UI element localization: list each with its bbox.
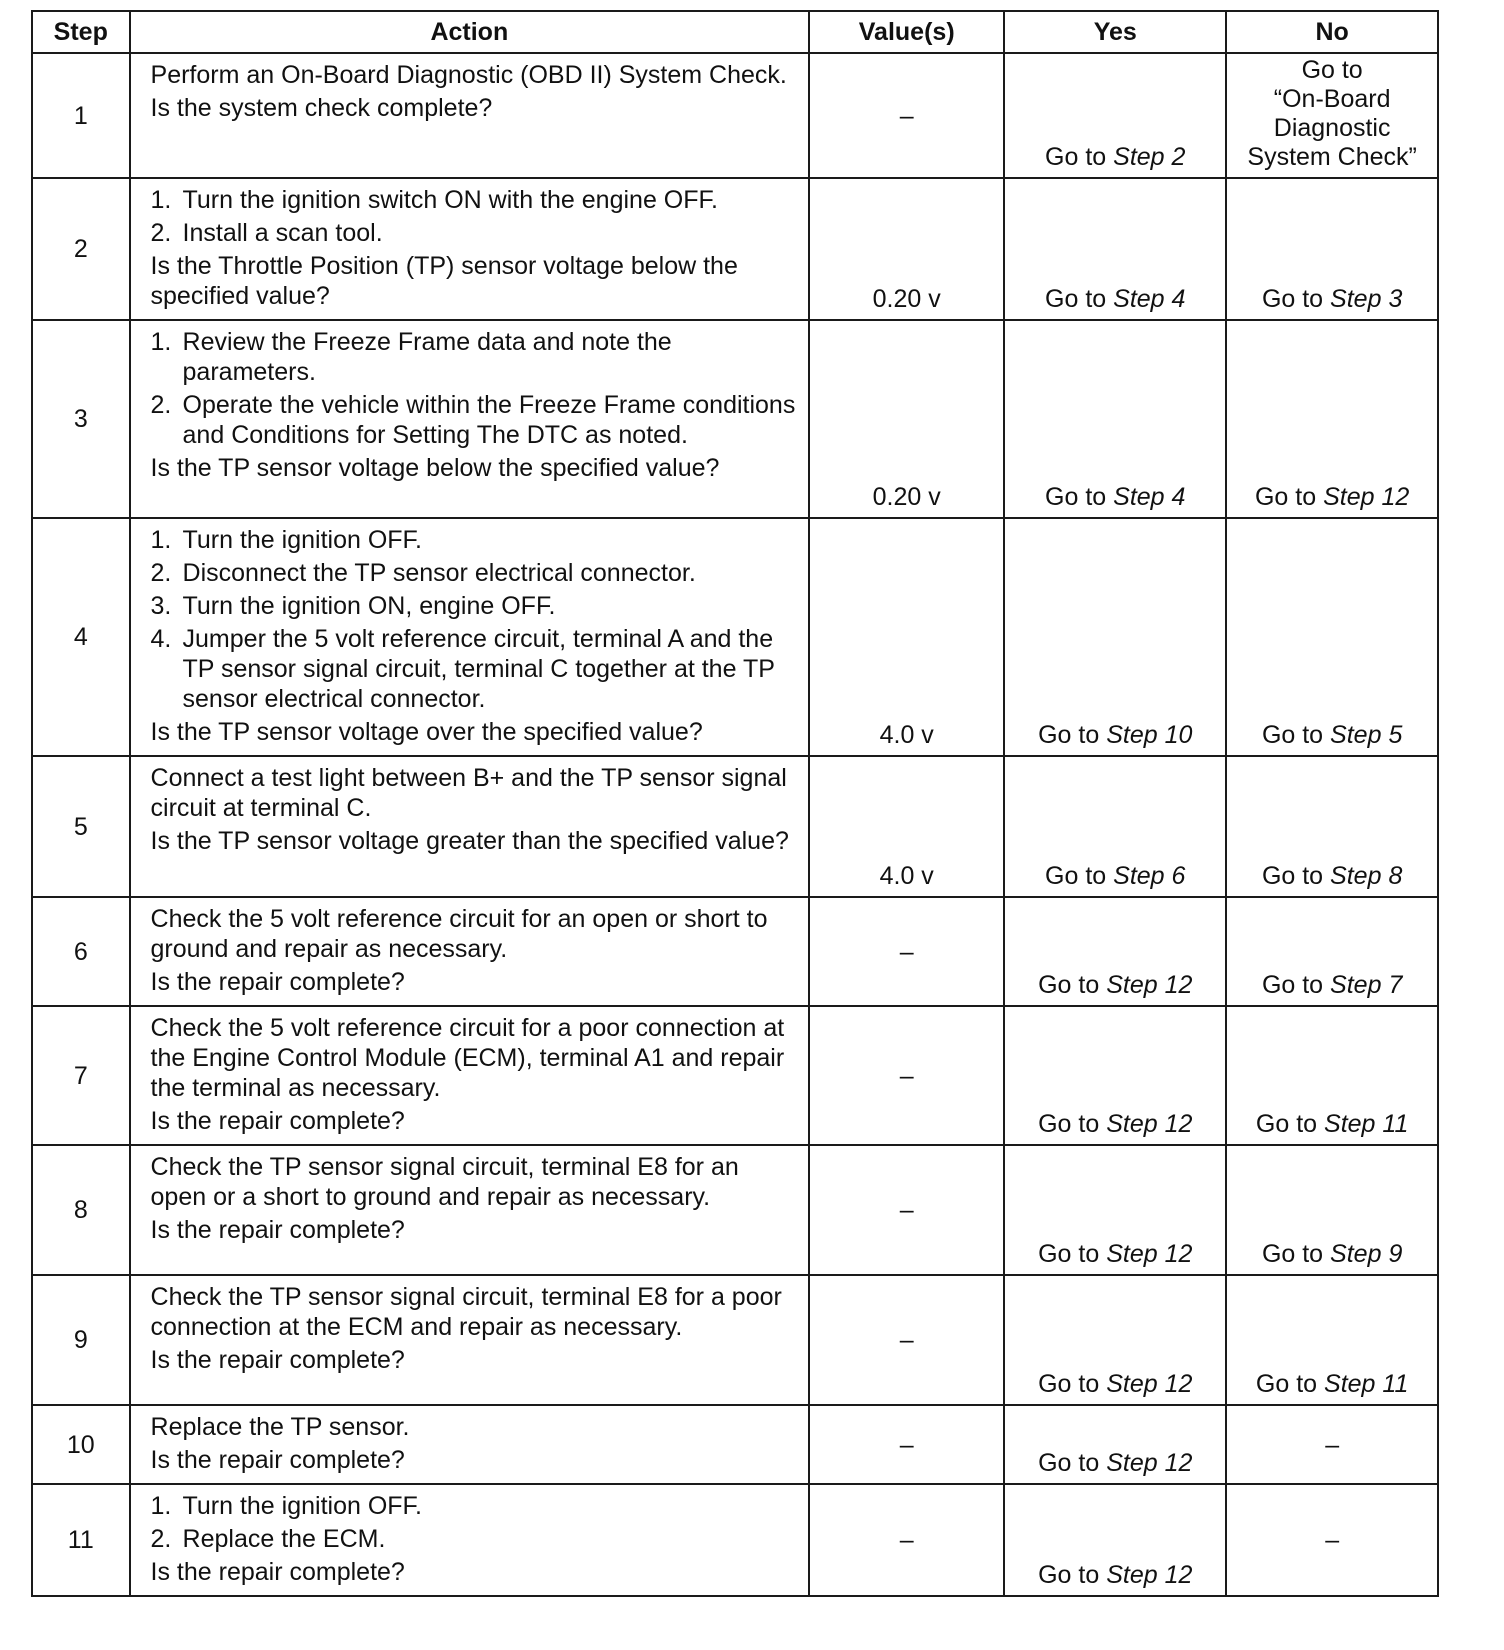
table-body: [32, 53, 1438, 1596]
diagnostic-table: [31, 10, 1439, 1597]
goto-prefix: Go to: [1255, 1110, 1318, 1138]
step-reference-number: 11: [1382, 1110, 1409, 1138]
no-cell: [1226, 518, 1438, 756]
table-row: [32, 1006, 1438, 1145]
step-number: 10: [32, 1405, 130, 1484]
goto-prefix: Go to: [1254, 483, 1317, 511]
yes-cell: [1004, 178, 1226, 320]
action-paragraph: Is the repair complete?: [150, 1107, 405, 1135]
yes-cell: [1004, 1484, 1226, 1596]
yes-cell: [1004, 756, 1226, 897]
step-word: Step: [1330, 721, 1382, 749]
no-text-line: Go to: [1301, 56, 1363, 84]
table-row: [32, 320, 1438, 518]
no-cell: [1226, 320, 1438, 518]
action-list-item: [151, 591, 801, 621]
action-item-text: Disconnect the TP sensor electrical connector.: [182, 559, 696, 587]
header-step: Step: [32, 11, 130, 53]
step-reference-number: 12: [1164, 1561, 1193, 1589]
table-row: [32, 518, 1438, 756]
action-cell: [130, 897, 810, 1006]
action-cell: [130, 1006, 810, 1145]
value-cell: –: [809, 1484, 1004, 1596]
action-paragraph: Perform an On-Board Diagnostic (OBD II) System Check.: [150, 61, 787, 89]
action-item-number: 1.: [150, 1492, 172, 1520]
action-cell: [130, 178, 810, 320]
step-number: 11: [32, 1484, 130, 1596]
table-row: [32, 178, 1438, 320]
step-reference-number: 7: [1388, 971, 1403, 999]
action-cell: [130, 1275, 810, 1405]
action-cell: [130, 53, 810, 178]
value-cell: –: [809, 897, 1004, 1006]
action-item-number: 4.: [150, 625, 172, 653]
table-row: [32, 1275, 1438, 1405]
action-paragraph: Check the 5 volt reference circuit for a poor connection at the Engine Control Module (ECM), terminal A1 and repair the terminal as necessary.: [150, 1014, 785, 1102]
yes-cell: [1004, 1405, 1226, 1484]
goto-prefix: Go to: [1045, 285, 1107, 313]
step-word: Step: [1106, 1370, 1158, 1398]
step-number: 5: [32, 756, 130, 897]
step-word: Step: [1330, 1240, 1382, 1268]
step-word: Step: [1106, 1561, 1158, 1589]
action-item-text: Operate the vehicle within the Freeze Frame conditions and Conditions for Setting The DTC as noted.: [182, 391, 796, 449]
step-word: Step: [1113, 143, 1165, 171]
action-item-number: 1.: [150, 328, 172, 356]
table-row: [32, 1145, 1438, 1275]
yes-cell: [1004, 1275, 1226, 1405]
step-number: 9: [32, 1275, 130, 1405]
action-paragraph: Check the 5 volt reference circuit for an open or short to ground and repair as necessary.: [150, 905, 768, 963]
goto-prefix: Go to: [1045, 483, 1107, 511]
step-number: 4: [32, 518, 130, 756]
step-word: Step: [1113, 483, 1165, 511]
no-text-line: System Check”: [1247, 143, 1417, 171]
step-reference-number: 12: [1381, 483, 1410, 511]
table-row: [32, 756, 1438, 897]
action-list-item: [151, 218, 801, 248]
value-cell: –: [809, 53, 1004, 178]
goto-prefix: Go to: [1261, 285, 1324, 313]
no-cell: [1226, 1006, 1438, 1145]
goto-prefix: Go to: [1261, 971, 1324, 999]
goto-prefix: Go to: [1045, 862, 1107, 890]
step-word: Step: [1106, 721, 1158, 749]
goto-prefix: Go to: [1038, 971, 1100, 999]
no-text-line: “On-Board: [1273, 85, 1391, 113]
step-reference-number: 4: [1171, 483, 1186, 511]
step-word: Step: [1324, 1370, 1376, 1398]
value-cell: –: [809, 1145, 1004, 1275]
table-row: [32, 1484, 1438, 1596]
goto-prefix: Go to: [1255, 1370, 1318, 1398]
value-cell: 0.20 v: [809, 178, 1004, 320]
yes-cell: [1004, 1006, 1226, 1145]
no-cell: [1226, 756, 1438, 897]
goto-prefix: Go to: [1038, 1449, 1100, 1477]
step-reference-number: 8: [1388, 862, 1403, 890]
header-action: Action: [130, 11, 810, 53]
action-paragraph: Is the repair complete?: [150, 1216, 405, 1244]
action-cell: [130, 320, 810, 518]
value-cell: 0.20 v: [809, 320, 1004, 518]
goto-prefix: Go to: [1261, 1240, 1324, 1268]
no-cell: [1226, 178, 1438, 320]
goto-prefix: Go to: [1038, 1370, 1100, 1398]
action-paragraph: Check the TP sensor signal circuit, terminal E8 for a poor connection at the ECM and repair as necessary.: [150, 1283, 782, 1341]
goto-prefix: Go to: [1038, 1110, 1100, 1138]
step-reference-number: 2: [1171, 143, 1186, 171]
action-item-number: 2.: [150, 219, 172, 247]
step-word: Step: [1113, 285, 1165, 313]
step-reference-number: 12: [1164, 971, 1193, 999]
value-cell: 4.0 v: [809, 756, 1004, 897]
action-item-text: Review the Freeze Frame data and note the parameters.: [182, 328, 672, 386]
value-cell: –: [809, 1006, 1004, 1145]
action-list-item: [151, 185, 801, 215]
step-number: 7: [32, 1006, 130, 1145]
table-row: [32, 1405, 1438, 1484]
table-row: [32, 897, 1438, 1006]
action-cell: [130, 756, 810, 897]
header-yes: Yes: [1004, 11, 1226, 53]
no-cell: [1226, 1145, 1438, 1275]
step-reference-number: 12: [1164, 1110, 1193, 1138]
action-cell: [130, 518, 810, 756]
action-paragraph: Is the TP sensor voltage over the specified value?: [150, 718, 703, 746]
header-row: [32, 11, 1438, 53]
action-list-item: [151, 624, 801, 714]
goto-prefix: Go to: [1045, 143, 1107, 171]
action-list-item: [151, 327, 801, 387]
action-paragraph: Is the system check complete?: [150, 94, 493, 122]
goto-prefix: Go to: [1261, 862, 1324, 890]
no-cell: –: [1226, 1484, 1438, 1596]
goto-prefix: Go to: [1038, 1240, 1100, 1268]
no-cell: –: [1226, 1405, 1438, 1484]
value-cell: –: [809, 1405, 1004, 1484]
step-reference-number: 5: [1388, 721, 1403, 749]
yes-cell: [1004, 53, 1226, 178]
step-number: 1: [32, 53, 130, 178]
step-number: 6: [32, 897, 130, 1006]
action-paragraph: Is the repair complete?: [150, 1446, 405, 1474]
step-number: 3: [32, 320, 130, 518]
action-item-number: 1.: [150, 526, 172, 554]
action-item-number: 1.: [150, 186, 172, 214]
action-item-text: Install a scan tool.: [182, 219, 383, 247]
step-word: Step: [1106, 1449, 1158, 1477]
no-cell: [1226, 897, 1438, 1006]
no-cell: [1226, 1275, 1438, 1405]
no-cell: [1226, 53, 1438, 178]
step-reference-number: 3: [1388, 285, 1403, 313]
action-item-text: Turn the ignition ON, engine OFF.: [182, 592, 556, 620]
step-reference-number: 4: [1171, 285, 1186, 313]
action-cell: [130, 1484, 810, 1596]
table-row: [32, 53, 1438, 178]
goto-prefix: Go to: [1038, 1561, 1100, 1589]
step-word: Step: [1106, 1240, 1158, 1268]
action-paragraph: Is the repair complete?: [150, 1558, 405, 1586]
action-paragraph: Is the TP sensor voltage greater than the specified value?: [150, 827, 789, 855]
action-list-item: [151, 1524, 801, 1554]
action-item-number: 3.: [150, 592, 172, 620]
step-reference-number: 11: [1382, 1370, 1409, 1398]
step-word: Step: [1324, 1110, 1376, 1138]
step-number: 8: [32, 1145, 130, 1275]
no-text-line: Diagnostic: [1273, 114, 1391, 142]
step-reference-number: 12: [1164, 1370, 1193, 1398]
goto-prefix: Go to: [1038, 721, 1100, 749]
step-word: Step: [1330, 971, 1382, 999]
yes-cell: [1004, 897, 1226, 1006]
action-paragraph: Is the repair complete?: [150, 968, 405, 996]
action-paragraph: Connect a test light between B+ and the TP sensor signal circuit at terminal C.: [150, 764, 787, 822]
step-reference-number: 12: [1164, 1240, 1193, 1268]
action-item-text: Turn the ignition switch ON with the engine OFF.: [182, 186, 718, 214]
action-item-number: 2.: [150, 1525, 172, 1553]
action-list-item: [151, 558, 801, 588]
goto-prefix: Go to: [1261, 721, 1324, 749]
step-reference-number: 12: [1164, 1449, 1193, 1477]
action-cell: [130, 1145, 810, 1275]
step-number: 2: [32, 178, 130, 320]
value-cell: –: [809, 1275, 1004, 1405]
header-no: No: [1226, 11, 1438, 53]
action-paragraph: Replace the TP sensor.: [150, 1413, 410, 1441]
action-list-item: [151, 1491, 801, 1521]
action-list-item: [151, 525, 801, 555]
step-word: Step: [1113, 862, 1165, 890]
action-item-number: 2.: [150, 391, 172, 419]
step-word: Step: [1106, 971, 1158, 999]
yes-cell: [1004, 1145, 1226, 1275]
step-reference-number: 9: [1388, 1240, 1403, 1268]
value-cell: 4.0 v: [809, 518, 1004, 756]
action-item-number: 2.: [150, 559, 172, 587]
action-paragraph: Is the repair complete?: [150, 1346, 405, 1374]
action-item-text: Turn the ignition OFF.: [182, 526, 422, 554]
step-word: Step: [1106, 1110, 1158, 1138]
yes-cell: [1004, 518, 1226, 756]
header-value: Value(s): [809, 11, 1004, 53]
action-cell: [130, 1405, 810, 1484]
action-paragraph: Is the TP sensor voltage below the specified value?: [150, 454, 720, 482]
action-item-text: Replace the ECM.: [182, 1525, 386, 1553]
action-paragraph: Is the Throttle Position (TP) sensor voltage below the specified value?: [150, 252, 738, 310]
action-item-text: Turn the ignition OFF.: [182, 1492, 422, 1520]
action-paragraph: Check the TP sensor signal circuit, terminal E8 for an open or a short to ground and repair as necessary.: [150, 1153, 739, 1211]
action-item-text: Jumper the 5 volt reference circuit, terminal A and the TP sensor signal circuit, terminal C together at the TP sensor electrical connector.: [182, 625, 775, 713]
step-reference-number: 6: [1171, 862, 1186, 890]
step-word: Step: [1323, 483, 1375, 511]
step-reference-number: 10: [1164, 721, 1193, 749]
step-word: Step: [1330, 862, 1382, 890]
diagnostic-table-page: [31, 10, 1439, 1597]
action-list-item: [151, 390, 801, 450]
step-word: Step: [1330, 285, 1382, 313]
yes-cell: [1004, 320, 1226, 518]
